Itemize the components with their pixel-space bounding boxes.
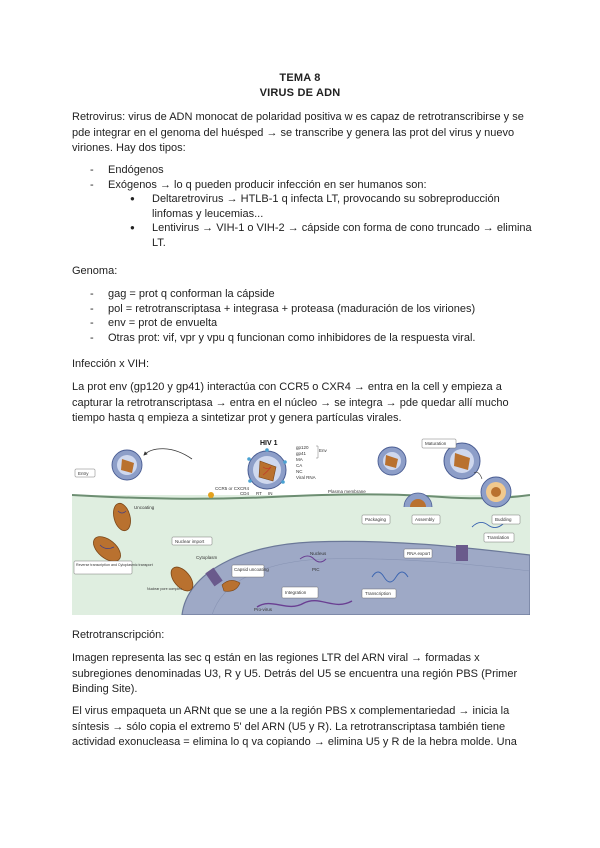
nuclear-import-label: Nuclear import [175, 539, 205, 544]
list-item: - pol = retrotranscriptasa + integrasa + proteasa (maduración de los viriones) [72, 302, 532, 317]
infeccion-heading: Infección x VIH: [72, 358, 150, 370]
cytoplasm-label: Cytoplasm [196, 555, 218, 560]
provirus-label: Pro-virus [254, 607, 273, 612]
membrane-label: Plasma membrane [328, 489, 366, 494]
rt-label: RT [256, 491, 262, 496]
uncoating-label: Uncoating [134, 505, 155, 510]
hiv-lifecycle-figure [72, 437, 530, 615]
retro-paragraph-2: El virus empaqueta un ARNt que se une a la región PBS x complementariedad → inicia la síntesis → sólo copia el extremo 5' del ARN (U5 y R). La retrotranscriptasa también tiene actividad exonucleasa = elimina lo q va copiando → elimina U5 y R de la hebra molde. Una [72, 705, 517, 748]
npc-label: Nuclear pore complex [147, 587, 182, 591]
list-item: - Otras prot: vif, vpr y vpu q funcionan como inhibidores de la respuesta viral. [72, 331, 532, 346]
cd4-label: CD4 [240, 491, 250, 496]
nucleus-label: Nucleus [310, 551, 327, 556]
list-item: - gag = prot q conforman la cápside [72, 287, 532, 302]
list-item-text: Exógenos → lo q pueden producir infección en ser humanos son: [108, 178, 427, 191]
receptor-icon [208, 492, 214, 498]
assembly-label: Assembly [415, 517, 435, 522]
mature-virion-right [444, 443, 480, 479]
retro-heading: Retrotranscripción: [72, 629, 165, 641]
translation-label: Translation [487, 535, 510, 540]
intro-paragraph: Retrovirus: virus de ADN monocat de polaridad positiva w es capaz de retrotranscribirse y se pde integrar en el genoma del huésped → se transcribe y genera las prot del virus y nuevo viriones. Hay dos tipos: [72, 111, 524, 154]
reverse-transcription-label: Reverse transcription and Cytoplasmic transport [76, 563, 153, 567]
genoma-heading: Genoma: [72, 265, 118, 277]
page-title: TEMA 8 [279, 72, 321, 84]
legend-item: Viral RNA [296, 475, 316, 480]
in-label: IN [268, 491, 273, 496]
coreceptor-label: CCR5 or CXCR4 [215, 486, 250, 491]
rna-export-label: RNA export [407, 551, 431, 556]
entry-label: Entry [78, 471, 89, 476]
legend-item: MA [296, 457, 303, 462]
sub-list [108, 192, 532, 250]
capsid-uncoating-label: Capsid uncoating [234, 567, 269, 572]
mature-virion-left [378, 447, 406, 475]
pic-label: PIC [312, 567, 320, 572]
list-item: - Endógenos [72, 163, 532, 178]
transcription-label: Transcription [365, 591, 391, 596]
integration-label: Integration [285, 590, 307, 595]
legend-item: NC [296, 469, 303, 474]
legend-item: CA [296, 463, 303, 468]
packaging-label: Packaging [365, 517, 387, 522]
legend-item: gp41 [296, 451, 307, 456]
page-subtitle: VIRUS DE ADN [259, 87, 341, 99]
virion-legend [296, 445, 328, 480]
hiv1-label: HIV 1 [260, 440, 278, 447]
env-label: Env [319, 448, 327, 453]
genoma-list [72, 287, 532, 345]
hiv1-virion [247, 448, 287, 489]
budding-virion [481, 477, 511, 507]
list-item: - env = prot de envuelta [72, 316, 532, 331]
budding-label: Budding [495, 517, 512, 522]
maturation-label: Maturation [425, 441, 447, 446]
sub-list-item: ● Lentivirus → VIH-1 o VIH-2 → cápside con forma de cono truncado → elimina LT. [108, 221, 532, 250]
entry-virion [112, 450, 142, 480]
infeccion-paragraph: La prot env (gp120 y gp41) interactúa con CCR5 o CXR4 → entra en la cell y empieza a capturar la retrotranscriptasa → entra en el núcleo → se integra → pde quedar allí mucho tiempo hasta q empieza a sintetizar prot y genera partículas virales. [72, 381, 509, 424]
legend-item: gp120 [296, 445, 309, 450]
list-item [72, 178, 532, 251]
types-list [72, 163, 532, 250]
arrow [144, 449, 192, 459]
retro-paragraph-1: Imagen representa las sec q están en las regiones LTR del ARN viral → formadas x subregiones denominadas U3, R y U5. Detrás del U5 se encuentra una región PBS (Primer Binding Site). [72, 652, 518, 695]
nuclear-pore-export [456, 545, 468, 561]
sub-list-item: ● Deltaretrovirus → HTLB-1 q infecta LT, provocando su sobreproducción linfomas y leucemias... [108, 192, 532, 221]
